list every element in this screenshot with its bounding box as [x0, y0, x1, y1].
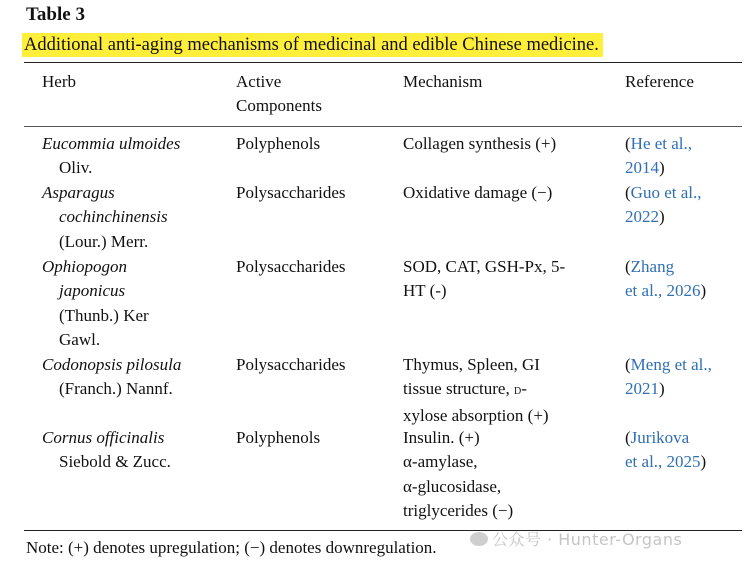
header-herb: Herb — [42, 72, 76, 91]
table-note: Note: (+) denotes upregulation; (−) denotes downregulation. — [26, 538, 437, 557]
row2-herb: Asparagus cochinchinensis (Lour.) Merr. — [42, 183, 168, 251]
row5-component: Polyphenols — [236, 428, 321, 447]
header-active-components: Active Components — [236, 72, 322, 116]
wechat-icon — [470, 532, 488, 546]
row4-mechanism: Thymus, Spleen, GI tissue structure, d- xylose absorption (+) — [403, 355, 549, 425]
row3-mechanism: SOD, CAT, GSH-Px, 5- HT (-) — [403, 257, 566, 301]
header-rule — [24, 126, 742, 127]
header-mechanism: Mechanism — [403, 72, 483, 91]
row3-herb: Ophiopogon japonicus (Thunb.) Ker Gawl. — [42, 257, 149, 349]
row4-component: Polysaccharides — [236, 355, 346, 374]
row2-mechanism: Oxidative damage (−) — [403, 183, 553, 202]
row2-component: Polysaccharides — [236, 183, 346, 202]
row5-herb: Cornus officinalis Siebold & Zucc. — [42, 428, 171, 472]
header-reference: Reference — [625, 72, 694, 91]
row1-reference-link[interactable]: (He et al., 2014) — [625, 134, 693, 178]
table-caption: Additional anti-aging mechanisms of medicinal and edible Chinese medicine. — [22, 33, 603, 57]
row1-mechanism: Collagen synthesis (+) — [403, 134, 557, 153]
row4-reference-link[interactable]: (Meng et al., 2021) — [625, 355, 712, 399]
row2-reference-link[interactable]: (Guo et al., 2022) — [625, 183, 702, 227]
top-rule — [24, 62, 742, 63]
watermark: 公众号 · Hunter-Organs — [470, 527, 682, 550]
row5-mechanism: Insulin. (+) α-amylase, α-glucosidase, triglycerides (−) — [403, 428, 514, 520]
row4-herb: Codonopsis pilosula (Franch.) Nannf. — [42, 355, 182, 399]
row1-herb: Eucommia ulmoides Oliv. — [42, 134, 181, 178]
row1-component: Polyphenols — [236, 134, 321, 153]
row3-reference-link[interactable]: (Zhang et al., 2026) — [625, 257, 707, 301]
row5-reference-link[interactable]: (Jurikova et al., 2025) — [625, 428, 707, 472]
table-label: Table 3 — [26, 4, 85, 25]
row3-component: Polysaccharides — [236, 257, 346, 276]
